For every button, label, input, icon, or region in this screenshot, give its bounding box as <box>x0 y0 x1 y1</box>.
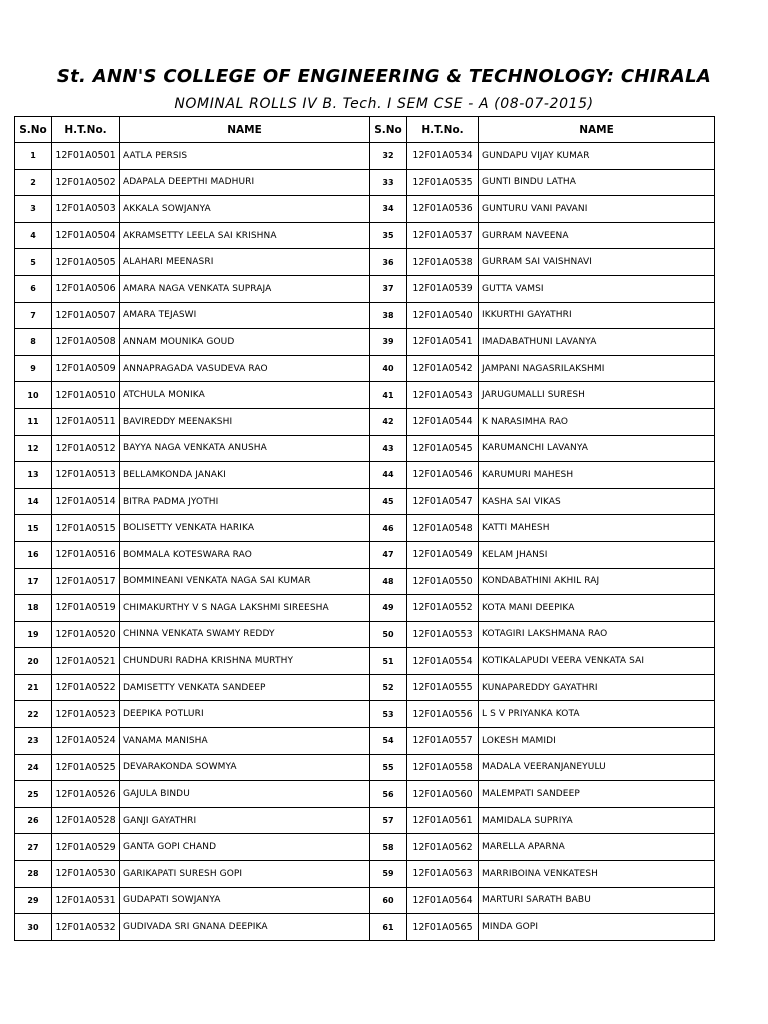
student-sno: 4 <box>15 222 52 249</box>
student-sno: 50 <box>370 621 407 648</box>
nominal-roll-table <box>14 116 715 941</box>
student-sno: 24 <box>15 754 52 781</box>
student-name: BAYYA NAGA VENKATA ANUSHA <box>120 435 370 462</box>
student-sno: 43 <box>370 435 407 462</box>
student-ht-no: 12F01A0523 <box>52 701 120 728</box>
student-sno: 28 <box>15 861 52 888</box>
document-subtitle: NOMINAL ROLLS IV B. Tech. I SEM CSE - A (08-07-2015) <box>174 96 594 112</box>
student-ht-no: 12F01A0541 <box>407 329 479 356</box>
student-ht-no: 12F01A0507 <box>52 302 120 329</box>
student-ht-no: 12F01A0516 <box>52 541 120 568</box>
student-name: MARTURI SARATH BABU <box>479 887 715 914</box>
student-name: GURRAM SAI VAISHNAVI <box>479 249 715 276</box>
student-sno: 32 <box>370 143 407 170</box>
student-name: GARIKAPATI SURESH GOPI <box>120 861 370 888</box>
student-name: AMARA TEJASWI <box>120 302 370 329</box>
table-row <box>15 488 715 515</box>
column-header-name: NAME <box>120 117 370 143</box>
student-ht-no: 12F01A0555 <box>407 674 479 701</box>
table-row <box>15 462 715 489</box>
student-ht-no: 12F01A0534 <box>407 143 479 170</box>
student-ht-no: 12F01A0525 <box>52 754 120 781</box>
student-name: MARRIBOINA VENKATESH <box>479 861 715 888</box>
student-ht-no: 12F01A0553 <box>407 621 479 648</box>
student-sno: 8 <box>15 329 52 356</box>
student-sno: 51 <box>370 648 407 675</box>
student-ht-no: 12F01A0556 <box>407 701 479 728</box>
student-sno: 13 <box>15 462 52 489</box>
student-sno: 21 <box>15 674 52 701</box>
student-name: GUNTI BINDU LATHA <box>479 169 715 196</box>
student-sno: 34 <box>370 196 407 223</box>
student-sno: 47 <box>370 541 407 568</box>
student-ht-no: 12F01A0564 <box>407 887 479 914</box>
table-row <box>15 382 715 409</box>
student-name: BITRA PADMA JYOTHI <box>120 488 370 515</box>
student-ht-no: 12F01A0547 <box>407 488 479 515</box>
student-name: L S V PRIYANKA KOTA <box>479 701 715 728</box>
student-name: ANNAM MOUNIKA GOUD <box>120 329 370 356</box>
student-sno: 42 <box>370 408 407 435</box>
table-row <box>15 515 715 542</box>
student-name: DAMISETTY VENKATA SANDEEP <box>120 674 370 701</box>
student-name: BOMMINEANI VENKATA NAGA SAI KUMAR <box>120 568 370 595</box>
college-title: St. ANN'S COLLEGE OF ENGINEERING & TECHNOLOGY: CHIRALA <box>56 66 712 87</box>
student-name: GUDIVADA SRI GNANA DEEPIKA <box>120 914 370 941</box>
student-ht-no: 12F01A0546 <box>407 462 479 489</box>
student-name: GAJULA BINDU <box>120 781 370 808</box>
student-sno: 23 <box>15 728 52 755</box>
student-name: BOLISETTY VENKATA HARIKA <box>120 515 370 542</box>
student-sno: 5 <box>15 249 52 276</box>
student-ht-no: 12F01A0538 <box>407 249 479 276</box>
table-row <box>15 329 715 356</box>
column-header-ht-no: H.T.No. <box>52 117 120 143</box>
student-ht-no: 12F01A0504 <box>52 222 120 249</box>
student-sno: 1 <box>15 143 52 170</box>
table-row <box>15 275 715 302</box>
student-ht-no: 12F01A0560 <box>407 781 479 808</box>
student-name: AATLA PERSIS <box>120 143 370 170</box>
student-ht-no: 12F01A0531 <box>52 887 120 914</box>
table-row <box>15 914 715 941</box>
student-name: GURRAM NAVEENA <box>479 222 715 249</box>
student-name: CHINNA VENKATA SWAMY REDDY <box>120 621 370 648</box>
student-ht-no: 12F01A0526 <box>52 781 120 808</box>
student-sno: 2 <box>15 169 52 196</box>
student-ht-no: 12F01A0528 <box>52 807 120 834</box>
student-name: DEVARAKONDA SOWMYA <box>120 754 370 781</box>
student-name: KUNAPAREDDY GAYATHRI <box>479 674 715 701</box>
student-sno: 3 <box>15 196 52 223</box>
student-ht-no: 12F01A0514 <box>52 488 120 515</box>
student-sno: 22 <box>15 701 52 728</box>
student-sno: 57 <box>370 807 407 834</box>
student-ht-no: 12F01A0565 <box>407 914 479 941</box>
table-row <box>15 196 715 223</box>
student-ht-no: 12F01A0536 <box>407 196 479 223</box>
student-name: CHIMAKURTHY V S NAGA LAKSHMI SIREESHA <box>120 595 370 622</box>
student-sno: 15 <box>15 515 52 542</box>
table-row <box>15 887 715 914</box>
student-ht-no: 12F01A0552 <box>407 595 479 622</box>
table-row <box>15 807 715 834</box>
student-name: GANJI GAYATHRI <box>120 807 370 834</box>
student-sno: 60 <box>370 887 407 914</box>
student-ht-no: 12F01A0519 <box>52 595 120 622</box>
student-ht-no: 12F01A0522 <box>52 674 120 701</box>
column-header-sno: S.No <box>15 117 52 143</box>
table-row <box>15 674 715 701</box>
table-row <box>15 568 715 595</box>
student-sno: 6 <box>15 275 52 302</box>
student-name: JARUGUMALLI SURESH <box>479 382 715 409</box>
student-ht-no: 12F01A0530 <box>52 861 120 888</box>
student-ht-no: 12F01A0549 <box>407 541 479 568</box>
student-sno: 12 <box>15 435 52 462</box>
student-ht-no: 12F01A0548 <box>407 515 479 542</box>
table-row <box>15 754 715 781</box>
student-name: MADALA VEERANJANEYULU <box>479 754 715 781</box>
student-ht-no: 12F01A0535 <box>407 169 479 196</box>
student-name: JAMPANI NAGASRILAKSHMI <box>479 355 715 382</box>
table-row <box>15 355 715 382</box>
student-name: KONDABATHINI AKHIL RAJ <box>479 568 715 595</box>
student-sno: 27 <box>15 834 52 861</box>
student-name: KOTAGIRI LAKSHMANA RAO <box>479 621 715 648</box>
student-ht-no: 12F01A0540 <box>407 302 479 329</box>
student-name: LOKESH MAMIDI <box>479 728 715 755</box>
student-name: GUDAPATI SOWJANYA <box>120 887 370 914</box>
student-sno: 41 <box>370 382 407 409</box>
student-sno: 9 <box>15 355 52 382</box>
student-ht-no: 12F01A0521 <box>52 648 120 675</box>
student-name: IKKURTHI GAYATHRI <box>479 302 715 329</box>
student-ht-no: 12F01A0562 <box>407 834 479 861</box>
student-sno: 46 <box>370 515 407 542</box>
student-sno: 29 <box>15 887 52 914</box>
student-ht-no: 12F01A0561 <box>407 807 479 834</box>
table-row <box>15 728 715 755</box>
table-row <box>15 648 715 675</box>
student-name: CHUNDURI RADHA KRISHNA MURTHY <box>120 648 370 675</box>
student-ht-no: 12F01A0510 <box>52 382 120 409</box>
student-name: GUTTA VAMSI <box>479 275 715 302</box>
student-name: GUNTURU VANI PAVANI <box>479 196 715 223</box>
table-row <box>15 302 715 329</box>
table-header-row <box>15 117 715 143</box>
table-row <box>15 408 715 435</box>
student-sno: 48 <box>370 568 407 595</box>
student-sno: 14 <box>15 488 52 515</box>
student-name: BAVIREDDY MEENAKSHI <box>120 408 370 435</box>
student-sno: 37 <box>370 275 407 302</box>
student-name: ALAHARI MEENASRI <box>120 249 370 276</box>
table-row <box>15 169 715 196</box>
student-name: BELLAMKONDA JANAKI <box>120 462 370 489</box>
student-name: KATTI MAHESH <box>479 515 715 542</box>
student-ht-no: 12F01A0537 <box>407 222 479 249</box>
student-sno: 56 <box>370 781 407 808</box>
student-name: AKRAMSETTY LEELA SAI KRISHNA <box>120 222 370 249</box>
table-row <box>15 701 715 728</box>
table-row <box>15 435 715 462</box>
student-sno: 38 <box>370 302 407 329</box>
student-ht-no: 12F01A0502 <box>52 169 120 196</box>
student-sno: 7 <box>15 302 52 329</box>
student-sno: 53 <box>370 701 407 728</box>
student-sno: 17 <box>15 568 52 595</box>
student-name: DEEPIKA POTLURI <box>120 701 370 728</box>
student-name: KASHA SAI VIKAS <box>479 488 715 515</box>
column-header-ht-no-right: H.T.No. <box>407 117 479 143</box>
student-ht-no: 12F01A0513 <box>52 462 120 489</box>
student-name: AMARA NAGA VENKATA SUPRAJA <box>120 275 370 302</box>
student-ht-no: 12F01A0563 <box>407 861 479 888</box>
student-sno: 11 <box>15 408 52 435</box>
student-sno: 10 <box>15 382 52 409</box>
student-sno: 49 <box>370 595 407 622</box>
student-name: IMADABATHUNI LAVANYA <box>479 329 715 356</box>
student-ht-no: 12F01A0506 <box>52 275 120 302</box>
student-ht-no: 12F01A0509 <box>52 355 120 382</box>
student-ht-no: 12F01A0512 <box>52 435 120 462</box>
table-row <box>15 861 715 888</box>
student-sno: 35 <box>370 222 407 249</box>
table-row <box>15 621 715 648</box>
student-sno: 45 <box>370 488 407 515</box>
student-sno: 54 <box>370 728 407 755</box>
student-ht-no: 12F01A0532 <box>52 914 120 941</box>
table-row <box>15 222 715 249</box>
student-name: ANNAPRAGADA VASUDEVA RAO <box>120 355 370 382</box>
student-name: ATCHULA MONIKA <box>120 382 370 409</box>
student-ht-no: 12F01A0544 <box>407 408 479 435</box>
student-sno: 16 <box>15 541 52 568</box>
student-ht-no: 12F01A0554 <box>407 648 479 675</box>
student-name: AKKALA SOWJANYA <box>120 196 370 223</box>
student-ht-no: 12F01A0542 <box>407 355 479 382</box>
student-name: KARUMANCHI LAVANYA <box>479 435 715 462</box>
student-sno: 40 <box>370 355 407 382</box>
student-ht-no: 12F01A0508 <box>52 329 120 356</box>
student-sno: 30 <box>15 914 52 941</box>
student-ht-no: 12F01A0545 <box>407 435 479 462</box>
student-sno: 19 <box>15 621 52 648</box>
student-ht-no: 12F01A0524 <box>52 728 120 755</box>
student-name: BOMMALA KOTESWARA RAO <box>120 541 370 568</box>
student-name: ADAPALA DEEPTHI MADHURI <box>120 169 370 196</box>
column-header-sno-right: S.No <box>370 117 407 143</box>
student-name: KELAM JHANSI <box>479 541 715 568</box>
student-ht-no: 12F01A0550 <box>407 568 479 595</box>
student-ht-no: 12F01A0503 <box>52 196 120 223</box>
student-sno: 58 <box>370 834 407 861</box>
table-row <box>15 249 715 276</box>
student-sno: 44 <box>370 462 407 489</box>
student-ht-no: 12F01A0529 <box>52 834 120 861</box>
student-ht-no: 12F01A0515 <box>52 515 120 542</box>
student-ht-no: 12F01A0558 <box>407 754 479 781</box>
student-ht-no: 12F01A0539 <box>407 275 479 302</box>
student-sno: 33 <box>370 169 407 196</box>
student-name: GUNDAPU VIJAY KUMAR <box>479 143 715 170</box>
student-ht-no: 12F01A0511 <box>52 408 120 435</box>
table-row <box>15 541 715 568</box>
student-name: KOTA MANI DEEPIKA <box>479 595 715 622</box>
student-sno: 25 <box>15 781 52 808</box>
student-ht-no: 12F01A0543 <box>407 382 479 409</box>
student-ht-no: 12F01A0501 <box>52 143 120 170</box>
student-sno: 59 <box>370 861 407 888</box>
student-sno: 61 <box>370 914 407 941</box>
student-name: MINDA GOPI <box>479 914 715 941</box>
column-header-name-right: NAME <box>479 117 715 143</box>
student-name: MARELLA APARNA <box>479 834 715 861</box>
student-name: KOTIKALAPUDI VEERA VENKATA SAI <box>479 648 715 675</box>
student-ht-no: 12F01A0517 <box>52 568 120 595</box>
table-row <box>15 595 715 622</box>
student-name: GANTA GOPI CHAND <box>120 834 370 861</box>
student-sno: 20 <box>15 648 52 675</box>
table-row <box>15 143 715 170</box>
student-ht-no: 12F01A0520 <box>52 621 120 648</box>
student-sno: 18 <box>15 595 52 622</box>
student-sno: 55 <box>370 754 407 781</box>
student-sno: 36 <box>370 249 407 276</box>
table-row <box>15 781 715 808</box>
student-name: MAMIDALA SUPRIYA <box>479 807 715 834</box>
student-name: K NARASIMHA RAO <box>479 408 715 435</box>
student-sno: 26 <box>15 807 52 834</box>
student-ht-no: 12F01A0557 <box>407 728 479 755</box>
student-name: VANAMA MANISHA <box>120 728 370 755</box>
student-sno: 52 <box>370 674 407 701</box>
table-row <box>15 834 715 861</box>
table-body <box>15 143 715 941</box>
student-name: KARUMURI MAHESH <box>479 462 715 489</box>
student-name: MALEMPATI SANDEEP <box>479 781 715 808</box>
student-sno: 39 <box>370 329 407 356</box>
student-ht-no: 12F01A0505 <box>52 249 120 276</box>
